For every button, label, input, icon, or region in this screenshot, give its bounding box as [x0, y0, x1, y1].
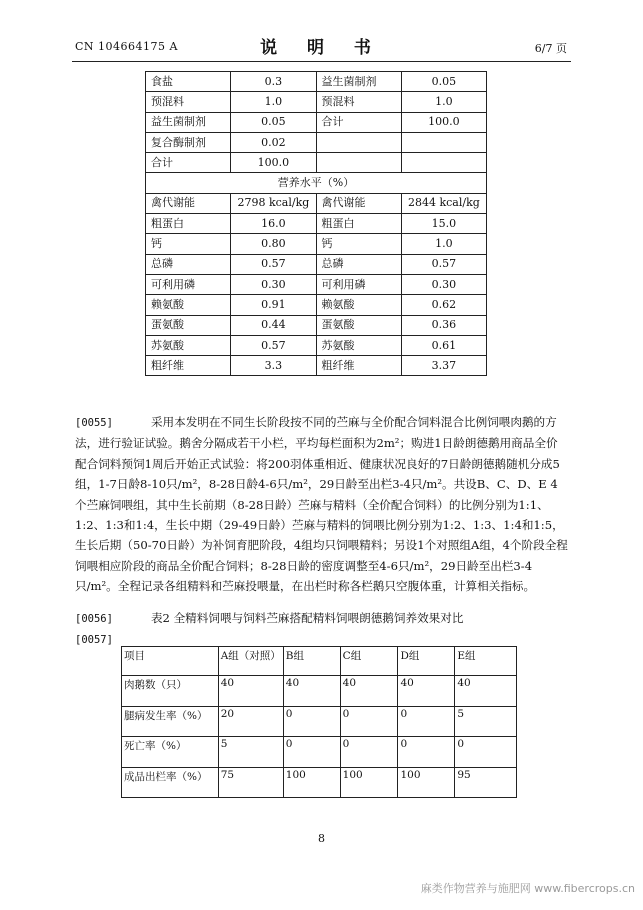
nutrition-value-cell: 16.0	[231, 214, 316, 234]
results-header-cell: A组（对照）	[218, 647, 283, 676]
nutrition-value-cell: 0.57	[231, 335, 316, 355]
nutrition-value-cell: 1.0	[401, 92, 486, 112]
nutrition-value-cell: 0.36	[401, 315, 486, 335]
results-value-cell: 100	[283, 767, 340, 798]
nutrition-item-cell: 可利用磷	[146, 274, 231, 294]
nutrition-value-cell: 3.3	[231, 356, 316, 376]
results-value-cell: 20	[218, 706, 283, 737]
results-value-cell: 40	[455, 676, 517, 707]
nutrition-section-heading: 营养水平（%）	[146, 173, 487, 193]
paragraph-0057: [0057]	[75, 634, 113, 646]
nutrition-value-cell: 0.02	[231, 132, 316, 152]
header-divider	[72, 61, 571, 62]
nutrition-item-cell: 合计	[146, 153, 231, 173]
results-row	[122, 767, 517, 798]
nutrition-item-cell: 禽代谢能	[316, 193, 401, 213]
nutrition-row	[146, 356, 487, 376]
nutrition-item-cell: 食盐	[146, 72, 231, 92]
document-title: 说 明 书	[260, 38, 383, 58]
results-value-cell: 75	[218, 767, 283, 798]
results-value-cell: 40	[340, 676, 398, 707]
results-value-cell: 40	[283, 676, 340, 707]
nutrition-row	[146, 214, 487, 234]
nutrition-row	[146, 234, 487, 254]
results-row	[122, 737, 517, 768]
nutrition-value-cell: 0.30	[401, 274, 486, 294]
nutrition-value-cell	[401, 153, 486, 173]
nutrition-item-cell	[316, 132, 401, 152]
nutrition-item-cell: 蛋氨酸	[146, 315, 231, 335]
nutrition-item-cell: 益生菌制剂	[316, 72, 401, 92]
nutrition-item-cell: 钙	[316, 234, 401, 254]
nutrition-item-cell: 禽代谢能	[146, 193, 231, 213]
nutrition-value-cell: 0.05	[231, 112, 316, 132]
nutrition-item-cell: 可利用磷	[316, 274, 401, 294]
nutrition-row	[146, 92, 487, 112]
results-value-cell: 100	[398, 767, 455, 798]
results-value-cell: 0	[340, 706, 398, 737]
nutrition-section-row	[146, 173, 487, 193]
results-header-cell: 项目	[122, 647, 219, 676]
nutrition-value-cell	[401, 132, 486, 152]
nutrition-row	[146, 72, 487, 92]
table-caption: 表2 全精料饲喂与饲料苎麻搭配精料饲喂朗德鹅饲养效果对比	[150, 611, 464, 625]
nutrition-item-cell: 粗蛋白	[146, 214, 231, 234]
nutrition-value-cell: 1.0	[231, 92, 316, 112]
results-value-cell: 40	[218, 676, 283, 707]
results-header-cell: C组	[340, 647, 398, 676]
results-label-cell: 肉鹅数（只）	[122, 676, 219, 707]
results-value-cell: 0	[455, 737, 517, 768]
paragraph-text: 采用本发明在不同生长阶段按不同的苎麻与全价配合饲料混合比例饲喂肉鹅的方法，进行验证试验。鹅舍分隔成若干小栏，平均每栏面积为2m²；购进1日龄朗德鹅用商品全价配合饲料预饲1周后开始正式试验：将200羽体重相近、健康状况良好的7日龄朗德鹅随机分成5组，1-7日龄8-10只/m²，8-28日龄4-6只/m²，29日龄至出栏3-4只/m²。共设B、C、D、E 4个苎麻饲喂组，其中生长前期（8-28日龄）苎麻与精料（全价配合饲料）的比例分别为1:1、1:2、1:3和1:4，生长中期（29-49日龄）苎麻与精料的饲喂比例分别为1:2、1:3、1:4和1:5，生长后期（50-70日龄）为补饲育肥阶段，4组均只饲喂精料；另设1个对照组A组，4个阶段全程饲喂相应阶段的商品全价配合饲料；8-28日龄的密度调整至4-6只/m²，29日龄至出栏3-4只/m²。全程记录各组精料和苎麻投喂量，在出栏时称各栏鹅只空腹体重，计算相关指标。	[75, 415, 568, 594]
nutrition-value-cell: 15.0	[401, 214, 486, 234]
results-value-cell: 95	[455, 767, 517, 798]
nutrition-item-cell: 总磷	[316, 254, 401, 274]
paragraph-tag: [0056]	[75, 613, 113, 625]
page-header	[0, 0, 643, 62]
nutrition-value-cell: 0.05	[401, 72, 486, 92]
results-value-cell: 0	[398, 737, 455, 768]
results-value-cell: 5	[218, 737, 283, 768]
results-label-cell: 死亡率（%）	[122, 737, 219, 768]
nutrition-value-cell: 2798 kcal/kg	[231, 193, 316, 213]
results-value-cell: 100	[340, 767, 398, 798]
results-value-cell: 0	[340, 737, 398, 768]
nutrition-item-cell: 益生菌制剂	[146, 112, 231, 132]
page-indicator: 6/7 页	[534, 42, 567, 55]
nutrition-item-cell: 预混料	[316, 92, 401, 112]
paragraph-0056	[75, 608, 568, 629]
results-header-cell: B组	[283, 647, 340, 676]
paragraph-0055	[75, 412, 568, 597]
nutrition-item-cell: 赖氨酸	[316, 295, 401, 315]
nutrition-value-cell: 100.0	[401, 112, 486, 132]
nutrition-item-cell: 苏氨酸	[146, 335, 231, 355]
nutrition-item-cell: 赖氨酸	[146, 295, 231, 315]
results-value-cell: 5	[455, 706, 517, 737]
nutrition-value-cell: 0.91	[231, 295, 316, 315]
nutrition-item-cell: 钙	[146, 234, 231, 254]
nutrition-row	[146, 274, 487, 294]
results-label-cell: 腿病发生率（%）	[122, 706, 219, 737]
nutrition-row	[146, 193, 487, 213]
nutrition-row	[146, 112, 487, 132]
nutrition-row	[146, 315, 487, 335]
results-row	[122, 706, 517, 737]
nutrition-value-cell: 0.57	[401, 254, 486, 274]
page-number: 8	[318, 832, 325, 845]
nutrition-row	[146, 335, 487, 355]
paragraph-tag: [0055]	[75, 417, 113, 429]
nutrition-value-cell: 0.3	[231, 72, 316, 92]
results-header-cell: D组	[398, 647, 455, 676]
results-value-cell: 0	[283, 737, 340, 768]
results-table	[121, 646, 517, 798]
nutrition-row	[146, 132, 487, 152]
nutrition-value-cell: 0.57	[231, 254, 316, 274]
results-header-cell: E组	[455, 647, 517, 676]
results-label-cell: 成品出栏率（%）	[122, 767, 219, 798]
nutrition-item-cell: 预混料	[146, 92, 231, 112]
nutrition-value-cell: 1.0	[401, 234, 486, 254]
nutrition-table	[145, 71, 487, 376]
nutrition-row	[146, 254, 487, 274]
nutrition-value-cell: 3.37	[401, 356, 486, 376]
nutrition-item-cell: 粗纤维	[316, 356, 401, 376]
results-value-cell: 0	[283, 706, 340, 737]
results-value-cell: 0	[398, 706, 455, 737]
nutrition-value-cell: 0.61	[401, 335, 486, 355]
nutrition-item-cell: 粗蛋白	[316, 214, 401, 234]
nutrition-value-cell: 0.62	[401, 295, 486, 315]
nutrition-item-cell: 复合酶制剂	[146, 132, 231, 152]
results-header-row	[122, 647, 517, 676]
nutrition-value-cell: 2844 kcal/kg	[401, 193, 486, 213]
nutrition-item-cell: 苏氨酸	[316, 335, 401, 355]
nutrition-item-cell: 粗纤维	[146, 356, 231, 376]
nutrition-value-cell: 0.44	[231, 315, 316, 335]
results-row	[122, 676, 517, 707]
nutrition-item-cell: 合计	[316, 112, 401, 132]
nutrition-row	[146, 295, 487, 315]
nutrition-row	[146, 153, 487, 173]
nutrition-value-cell: 0.80	[231, 234, 316, 254]
nutrition-value-cell: 0.30	[231, 274, 316, 294]
patent-number: CN 104664175 A	[75, 40, 178, 53]
watermark: 麻类作物营养与施肥网 www.fibercrops.cn	[420, 882, 635, 895]
nutrition-value-cell: 100.0	[231, 153, 316, 173]
nutrition-item-cell	[316, 153, 401, 173]
nutrition-item-cell: 总磷	[146, 254, 231, 274]
nutrition-item-cell: 蛋氨酸	[316, 315, 401, 335]
results-value-cell: 40	[398, 676, 455, 707]
